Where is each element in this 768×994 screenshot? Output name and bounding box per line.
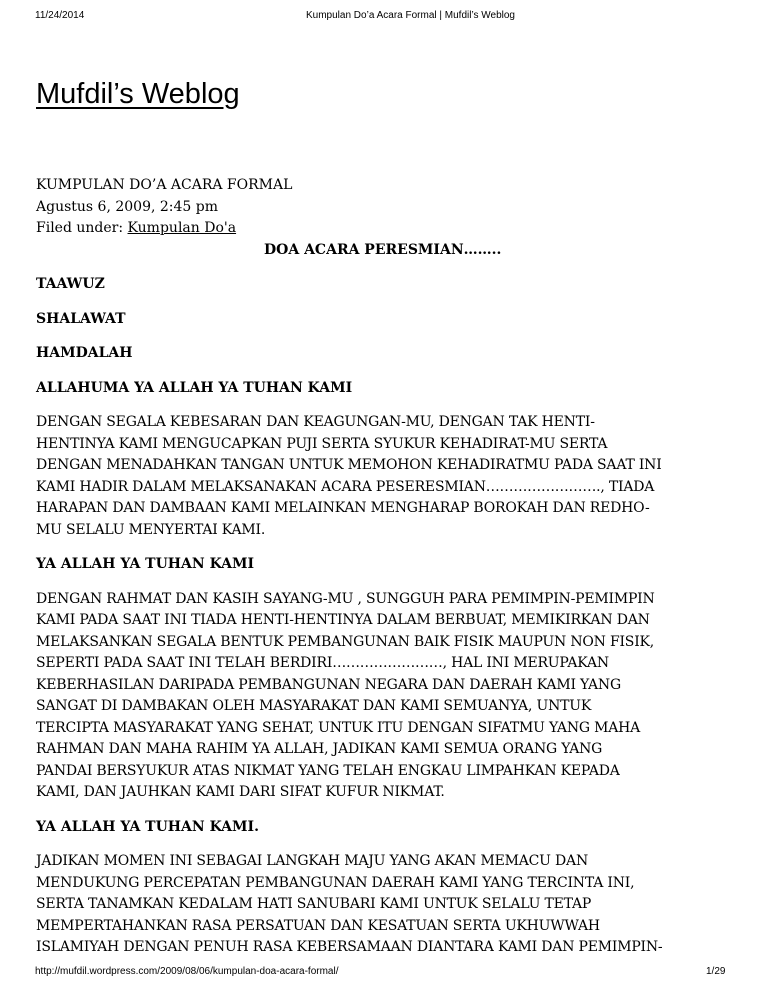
category-link[interactable]: Kumpulan Do'a: [127, 220, 237, 236]
paragraph-line: RAHMAN DAN MAHA RAHIM YA ALLAH, JADIKAN KAMI SEMUA ORANG YANG: [36, 741, 603, 757]
heading-ya-allah-1: YA ALLAH YA TUHAN KAMI: [36, 556, 255, 572]
post-date: Agustus 6, 2009, 2:45 pm: [36, 198, 219, 215]
paragraph-3: [36, 851, 736, 959]
paragraph-line: HENTINYA KAMI MENGUCAPKAN PUJI SERTA SYUKUR KEHADIRAT-MU SERTA: [36, 435, 608, 452]
print-url: http://mufdil.wordpress.com/2009/08/06/kumpulan-doa-acara-formal/: [35, 966, 339, 977]
paragraph-line: KAMI, DAN JAUHKAN KAMI DARI SIFAT KUFUR NIKMAT.: [36, 784, 445, 800]
paragraph-line: HARAPAN DAN DAMBAAN KAMI MELAINKAN MENGHARAP BOROKAH DAN REDHO-: [36, 500, 650, 516]
paragraph-line: PANDAI BERSYUKUR ATAS NIKMAT YANG TELAH ENGKAU LIMPAHKAN KEPADA: [36, 762, 620, 779]
paragraph-line: SANGAT DI DAMBAKAN OLEH MASYARAKAT DAN KAMI SEMUANYA, UNTUK: [36, 698, 592, 714]
heading-ya-allah-2: YA ALLAH YA TUHAN KAMI.: [36, 818, 259, 835]
paragraph-line: MU SELALU MENYERTAI KAMI.: [36, 521, 266, 538]
paragraph-line: SERTA TANAMKAN KEDALAM HATI SANUBARI KAMI UNTUK SELALU TETAP: [36, 896, 592, 912]
post-content: [36, 175, 736, 959]
paragraph-line: ISLAMIYAH DENGAN PENUH RASA KEBERSAMAAN DIANTARA KAMI DAN PEMIMPIN-: [36, 939, 663, 955]
paragraph-line: SEPERTI PADA SAAT INI TELAH BERDIRI……………………, HAL INI MERUPAKAN: [36, 655, 609, 671]
paragraph-line: DENGAN RAHMAT DAN KASIH SAYANG-MU , SUNGGUH PARA PEMIMPIN-PEMIMPIN: [36, 590, 655, 607]
filed-under-label: Filed under:: [36, 220, 124, 236]
post-title: KUMPULAN DO’A ACARA FORMAL: [36, 177, 293, 193]
paragraph-line: DENGAN MENADAHKAN TANGAN UNTUK MEMOHON KEHADIRATMU PADA SAAT INI: [36, 457, 662, 473]
print-title: Kumpulan Do’a Acara Formal | Mufdil’s Weblog: [306, 10, 515, 21]
paragraph-line: JADIKAN MOMEN INI SEBAGAI LANGKAH MAJU YANG AKAN MEMACU DAN: [36, 853, 589, 869]
heading-hamdalah: HAMDALAH: [36, 345, 133, 361]
paragraph-2: [36, 589, 736, 804]
paragraph-line: KAMI PADA SAAT INI TIADA HENTI-HENTINYA DALAM BERBUAT, MEMIKIRKAN DAN: [36, 612, 650, 628]
paragraph-line: DENGAN SEGALA KEBESARAN DAN KEAGUNGAN-MU, DENGAN TAK HENTI-: [36, 414, 595, 430]
paragraph-line: MEMPERTAHANKAN RASA PERSATUAN DAN KESATUAN SERTA UKHUWWAH: [36, 917, 600, 934]
heading-allahuma: ALLAHUMA YA ALLAH YA TUHAN KAMI: [36, 379, 353, 396]
paragraph-line: KAMI HADIR DALAM MELAKSANAKAN ACARA PESERESMIAN……………………., TIADA: [36, 478, 655, 495]
blog-title-link[interactable]: Mufdil’s Weblog: [36, 78, 240, 110]
paragraph-line: MELAKSANKAN SEGALA BENTUK PEMBANGUNAN BAIK FISIK MAUPUN NON FISIK,: [36, 633, 655, 650]
paragraph-line: KEBERHASILAN DARIPADA PEMBANGUNAN NEGARA DAN DAERAH KAMI YANG: [36, 676, 621, 693]
post-subtitle: DOA ACARA PERESMIAN……..: [264, 241, 502, 258]
page-number: 1/29: [706, 966, 726, 977]
paragraph-line: TERCIPTA MASYARAKAT YANG SEHAT, UNTUK ITU DENGAN SIFATMU YANG MAHA: [36, 719, 641, 736]
heading-shalawat: SHALAWAT: [36, 310, 126, 327]
heading-taawuz: TAAWUZ: [36, 276, 105, 292]
post-category: [36, 218, 736, 240]
print-date: 11/24/2014: [35, 10, 85, 21]
paragraph-1: [36, 412, 736, 541]
paragraph-line: MENDUKUNG PERCEPATAN PEMBANGUNAN DAERAH KAMI YANG TERCINTA INI,: [36, 874, 635, 891]
